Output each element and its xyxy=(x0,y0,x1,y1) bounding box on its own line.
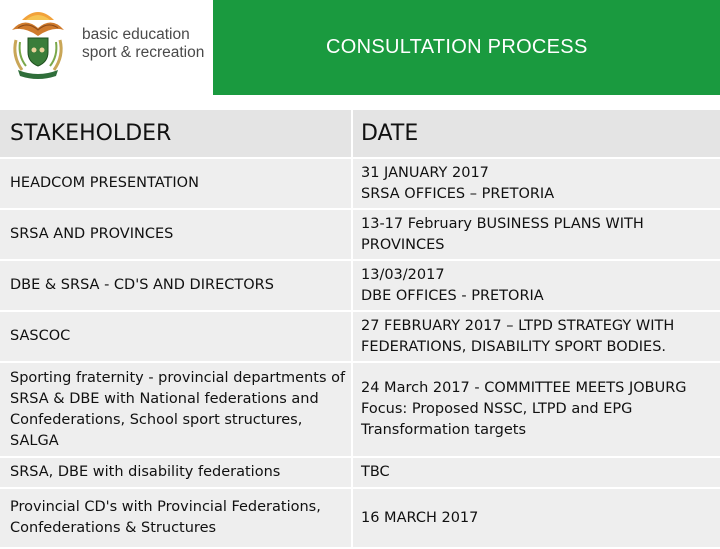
stakeholder-line: SRSA, DBE with disability federations xyxy=(10,464,281,480)
stakeholder-cell xyxy=(0,261,353,312)
date-line: 31 JANUARY 2017 xyxy=(361,164,489,181)
date-line: 24 March 2017 - COMMITTEE MEETS JOBURG xyxy=(361,380,687,396)
page-title: CONSULTATION PROCESS xyxy=(326,36,588,58)
consultation-table xyxy=(0,110,720,540)
stakeholder-line: Confederations & Structures xyxy=(10,520,217,536)
stakeholder-cell xyxy=(0,489,353,549)
stakeholder-cell xyxy=(0,159,353,210)
column-header-date: DATE xyxy=(353,110,720,159)
date-cell xyxy=(353,458,720,489)
stakeholder-line: Provincial CD's with Provincial Federations, xyxy=(10,499,321,515)
stakeholder-line: Sporting fraternity - provincial departments of xyxy=(10,369,346,386)
column-header-stakeholder: STAKEHOLDER xyxy=(0,110,353,159)
stakeholder-line: SRSA & DBE with National federations and xyxy=(10,390,319,407)
stakeholder-cell xyxy=(0,312,353,363)
date-line: DBE OFFICES - PRETORIA xyxy=(361,287,544,304)
date-cell xyxy=(353,312,720,363)
stakeholder-line: HEADCOM PRESENTATION xyxy=(10,175,199,191)
logo-area xyxy=(0,0,213,95)
date-cell xyxy=(353,159,720,210)
date-cell xyxy=(353,210,720,261)
date-line: 16 MARCH 2017 xyxy=(361,509,479,526)
coat-of-arms-icon xyxy=(8,6,68,80)
date-line: Transformation targets xyxy=(361,422,527,438)
stakeholder-cell xyxy=(0,458,353,489)
stakeholder-cell xyxy=(0,363,353,458)
department-name xyxy=(82,26,204,62)
date-line: SRSA OFFICES – PRETORIA xyxy=(361,185,555,202)
stakeholder-line: Confederations, School sport structures, xyxy=(10,411,303,428)
department-line-1: basic education xyxy=(82,26,190,43)
date-cell xyxy=(353,261,720,312)
department-line-2: sport & recreation xyxy=(82,44,205,61)
stakeholder-line: SRSA AND PROVINCES xyxy=(10,226,174,242)
date-line: 13-17 February BUSINESS PLANS WITH xyxy=(361,215,644,232)
date-line: 13/03/2017 xyxy=(361,266,445,283)
date-line: PROVINCES xyxy=(361,236,445,253)
date-line: TBC xyxy=(361,464,390,480)
date-line: FEDERATIONS, DISABILITY SPORT BODIES. xyxy=(361,338,667,355)
date-line: 27 FEBRUARY 2017 – LTPD STRATEGY WITH xyxy=(361,317,675,334)
stakeholder-line: SASCOC xyxy=(10,328,71,344)
stakeholder-line: DBE & SRSA - CD'S AND DIRECTORS xyxy=(10,277,274,293)
date-cell xyxy=(353,489,720,549)
stakeholder-line: SALGA xyxy=(10,432,59,449)
stakeholder-cell xyxy=(0,210,353,261)
date-line: Focus: Proposed NSSC, LTPD and EPG xyxy=(361,401,633,417)
date-cell xyxy=(353,363,720,458)
slide-header xyxy=(0,0,720,95)
